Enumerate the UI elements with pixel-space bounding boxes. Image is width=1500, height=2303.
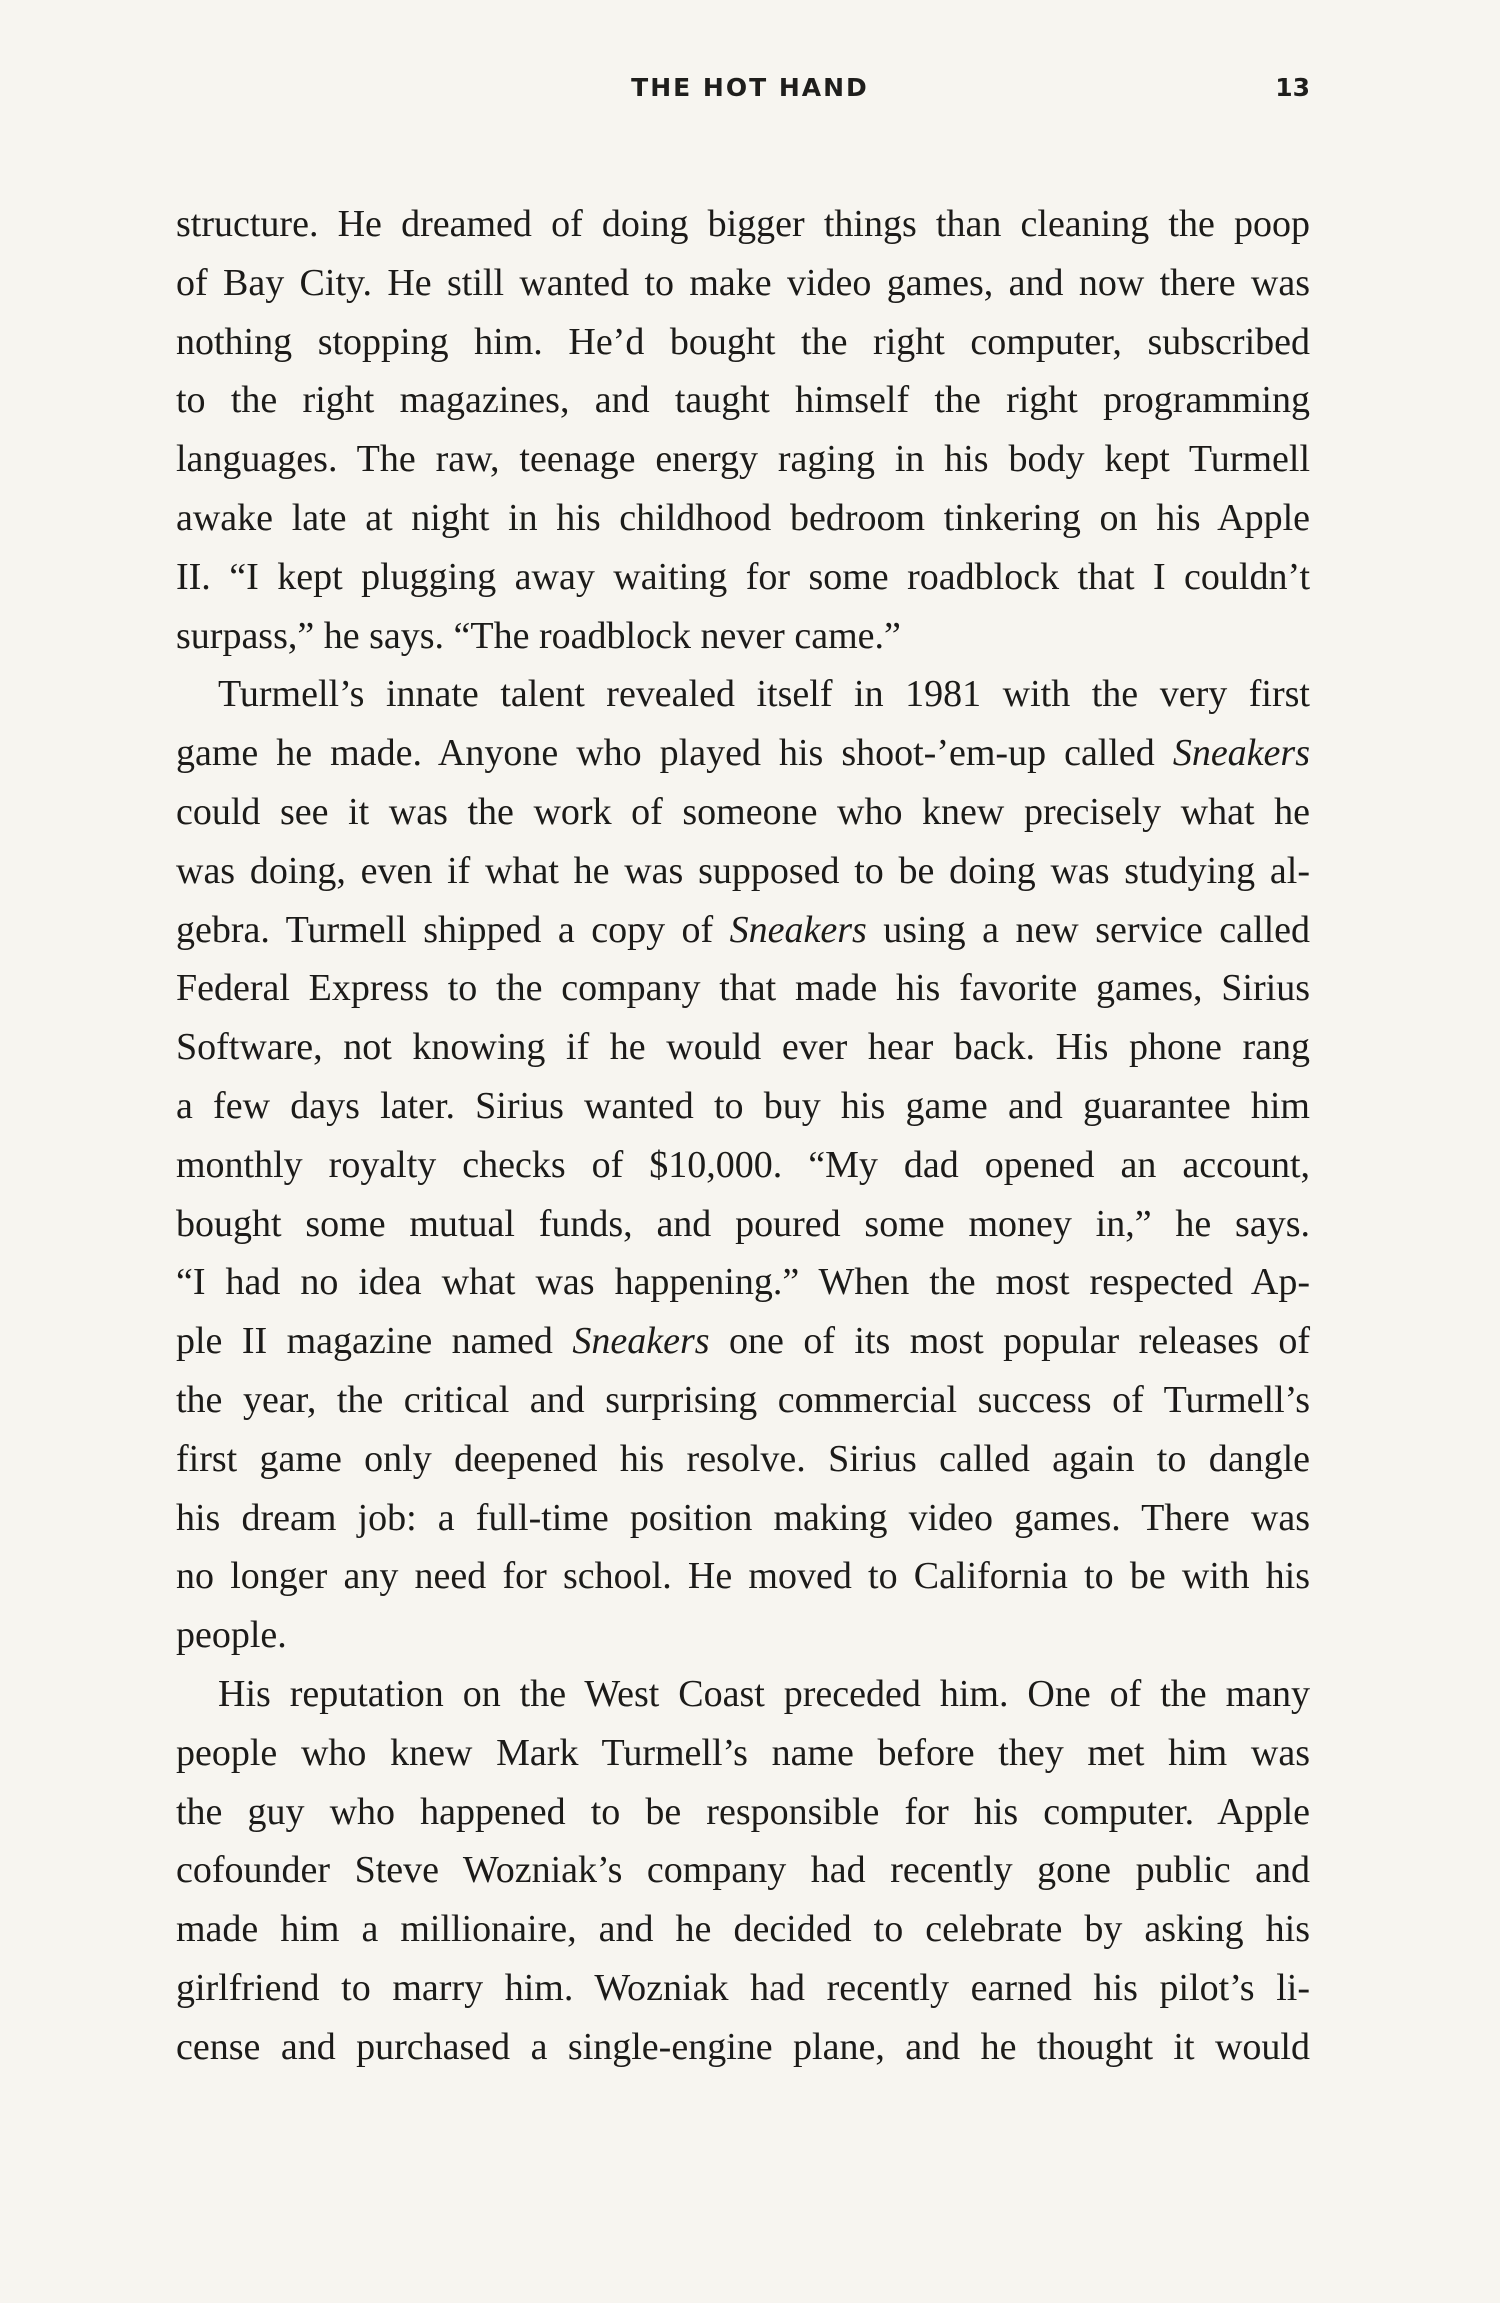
text-line: “I had no idea what was happening.” When the most respected Ap- <box>176 1261 1310 1304</box>
text-line: structure. He dreamed of doing bigger things than cleaning the poop <box>176 203 1310 245</box>
text-line: Software, not knowing if he would ever hear back. His phone rang <box>176 1026 1310 1069</box>
text-line: languages. The raw, teenage energy raging in his body kept Turmell <box>176 438 1310 481</box>
text-line: the year, the critical and surprising commercial success of Turmell’s <box>176 1378 1310 1421</box>
text-line: the guy who happened to be responsible for his computer. Apple <box>176 1790 1310 1833</box>
text-line: people who knew Mark Turmell’s name before they met him was <box>176 1731 1310 1774</box>
text-line: surpass,” he says. “The roadblock never came.” <box>176 614 901 657</box>
text-line <box>176 1312 1310 1371</box>
text-line <box>176 901 1310 960</box>
text-line: girlfriend to marry him. Wozniak had recently earned his pilot’s li- <box>176 1966 1310 2009</box>
text-line: Turmell’s innate talent revealed itself in 1981 with the very first <box>218 673 1310 716</box>
text-line: no longer any need for school. He moved to California to be with his <box>176 1555 1310 1598</box>
italic-title: Sneakers <box>729 908 867 951</box>
running-title: THE HOT HAND <box>631 73 869 102</box>
text-line: to the right magazines, and taught himself the right programming <box>176 379 1310 422</box>
text-line: nothing stopping him. He’d bought the right computer, subscribed <box>176 320 1310 363</box>
text-line: II. “I kept plugging away waiting for some roadblock that I couldn’t <box>176 555 1310 598</box>
text-line: a few days later. Sirius wanted to buy his game and guarantee him <box>176 1084 1310 1127</box>
text-line: cofounder Steve Wozniak’s company had recently gone public and <box>176 1849 1310 1892</box>
text-segment: game he made. Anyone who played his shoot-’em-up called <box>176 732 1173 775</box>
running-head <box>0 73 1500 113</box>
text-segment: ple II magazine named <box>176 1320 573 1363</box>
text-line <box>176 724 1310 783</box>
text-line: bought some mutual funds, and poured some money in,” he says. <box>176 1202 1310 1245</box>
text-line: was doing, even if what he was supposed to be doing was studying al- <box>176 849 1310 892</box>
text-line: cense and purchased a single-engine plane, and he thought it would <box>176 2025 1310 2068</box>
page-number: 13 <box>1275 73 1310 102</box>
text-segment: using a new service called <box>866 908 1310 951</box>
italic-title: Sneakers <box>572 1320 710 1363</box>
text-line: could see it was the work of someone who knew precisely what he <box>176 790 1310 833</box>
body-text <box>176 195 1310 2077</box>
text-segment: gebra. Turmell shipped a copy of <box>176 908 730 951</box>
text-line: people. <box>176 1614 287 1657</box>
text-line: first game only deepened his resolve. Sirius called again to dangle <box>176 1437 1310 1480</box>
text-line: awake late at night in his childhood bedroom tinkering on his Apple <box>176 496 1310 539</box>
text-line: monthly royalty checks of $10,000. “My dad opened an account, <box>176 1143 1310 1186</box>
text-line: his dream job: a full-time position making video games. There was <box>176 1496 1310 1539</box>
text-line: Federal Express to the company that made his favorite games, Sirius <box>176 967 1310 1010</box>
italic-title: Sneakers <box>1172 732 1310 775</box>
text-segment: one of its most popular releases of <box>709 1320 1311 1363</box>
text-line: His reputation on the West Coast preceded him. One of the many <box>218 1672 1310 1715</box>
text-line: of Bay City. He still wanted to make video games, and now there was <box>176 261 1310 304</box>
text-line: made him a millionaire, and he decided to celebrate by asking his <box>176 1908 1310 1951</box>
